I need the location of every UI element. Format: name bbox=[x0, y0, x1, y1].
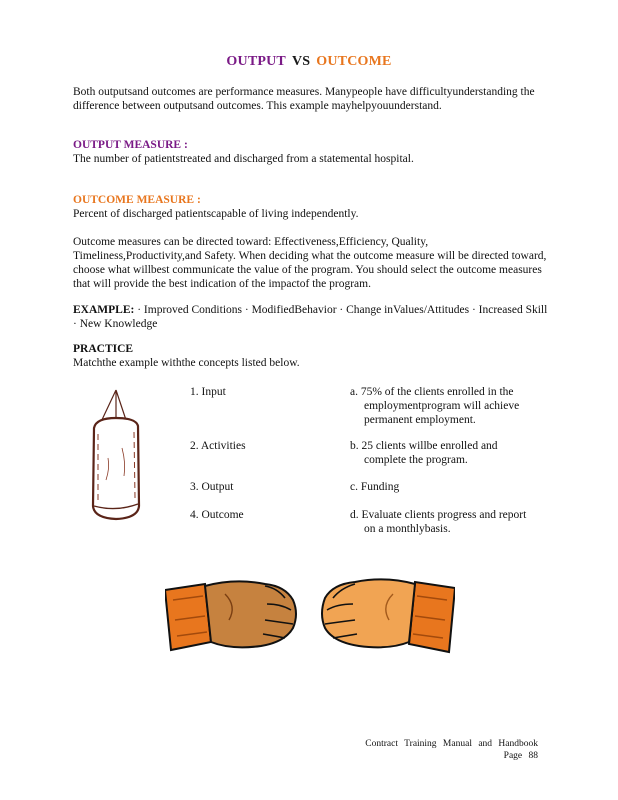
directed-paragraph: Outcome measures can be directed toward: Effectiveness,Efficiency, Quality, Timeliness,Productivity,and Safety. When deciding what the outcome measure will be directed toward, choose what willbest communicate the value of the program. You should select the outcome measures that will provide the best indication of the impactof the program. bbox=[73, 236, 547, 290]
concept-item: 4. Outcome bbox=[190, 509, 244, 521]
example-item: c. Funding bbox=[350, 481, 400, 493]
example-item: d. Evaluate clients progress and report on a monthlybasis. bbox=[350, 509, 527, 535]
example-item: a. 75% of the clients enrolled in the employmentprogram will achieve permanent employment. bbox=[350, 386, 520, 426]
page-title bbox=[0, 54, 618, 70]
title-vs: VS bbox=[291, 54, 311, 69]
intro-paragraph: Both outputsand outcomes are performance measures. Manypeople have difficultyunderstanding the difference between outputsand outcomes. This example mayhelpyouunderstand. bbox=[73, 86, 535, 112]
example-text: · Improved Conditions · ModifiedBehavior · Change inValues/Attitudes · Increased Skill · New Knowledge bbox=[73, 304, 548, 330]
title-output: OUTPUT bbox=[226, 54, 286, 69]
example-label: EXAMPLE: bbox=[73, 304, 135, 316]
example-item: b. 25 clients willbe enrolled and complete the program. bbox=[350, 440, 498, 466]
concept-item: 3. Output bbox=[190, 481, 234, 493]
footer-page-number: Page 88 bbox=[503, 751, 538, 761]
outcome-measure-block bbox=[73, 193, 553, 221]
output-measure-heading: OUTPUT MEASURE : bbox=[73, 139, 188, 151]
concept-item: 2. Activities bbox=[190, 440, 246, 452]
footer-manual-title: Contract Training Manual and Handbook bbox=[365, 739, 538, 749]
footer bbox=[365, 738, 538, 762]
output-measure-text: The number of patientstreated and discharged from a statemental hospital. bbox=[73, 153, 414, 165]
outcome-measure-text: Percent of discharged patientscapable of living independently. bbox=[73, 208, 359, 220]
concept-item: 1. Input bbox=[190, 386, 226, 398]
practice-heading: PRACTICE bbox=[73, 343, 134, 355]
output-measure-block bbox=[73, 138, 553, 166]
practice-block bbox=[73, 342, 553, 370]
practice-instruction: Matchthe example withthe concepts listed below. bbox=[73, 357, 300, 369]
example-block bbox=[73, 303, 553, 331]
title-outcome: OUTCOME bbox=[316, 54, 392, 69]
fist-bump-icon bbox=[165, 570, 455, 660]
punching-bag-icon bbox=[86, 388, 146, 523]
outcome-measure-heading: OUTCOME MEASURE : bbox=[73, 194, 201, 206]
